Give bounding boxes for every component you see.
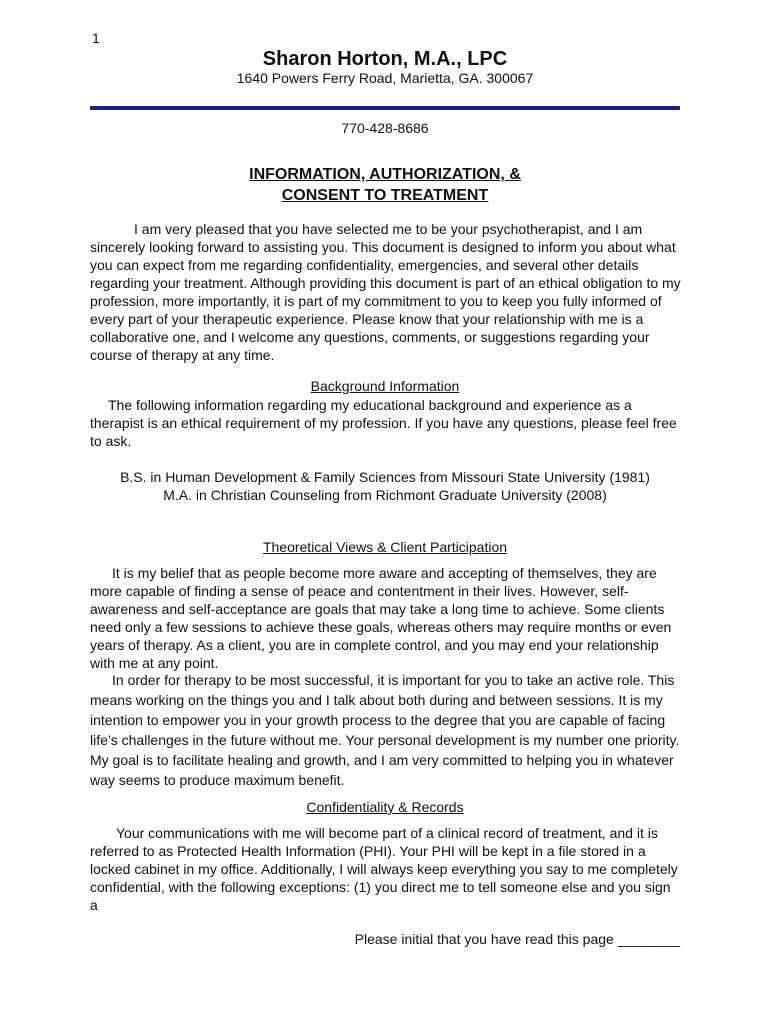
document-title: INFORMATION, AUTHORIZATION, & CONSENT TO TREATMENT	[249, 166, 521, 204]
initial-line: Please initial that you have read this page ________	[354, 931, 680, 947]
credential-ma: M.A. in Christian Counseling from Richmont Graduate University (2008)	[163, 487, 607, 503]
confidentiality-heading: Confidentiality & Records	[306, 799, 464, 815]
theoretical-paragraph-1: It is my belief that as people become more aware and accepting of themselves, they are more capable of finding a sense of peace and contentment in their lives. However, self-awareness and self-acceptance are goals that may take a long time to achieve. Some clients need only a few sessions to achieve these goals, whereas others may require months or even years of therapy. As a client, you are in complete control, and you may end your relationship with me at any point.	[90, 565, 672, 671]
background-paragraph: The following information regarding my educational background and experience as a therapist is an ethical requirement of my profession. If you have any questions, please feel free to ask.	[90, 397, 677, 449]
theoretical-paragraph-2: In order for therapy to be most successful, it is important for you to take an active role. This means working on the things you and I talk about both during and between sessions. It is my intention to empower you in your growth process to the degree that you are capable of facing life’s challenges in the future without me. Your personal development is my number one priority. My goal is to facilitate healing and growth, and I am very committed to helping you in whatever way seems to produce maximum benefit.	[90, 672, 680, 788]
phone-number: 770-428-8686	[341, 120, 429, 136]
credential-bs: B.S. in Human Development & Family Sciences from Missouri State University (1981)	[120, 469, 650, 485]
page-number: 1	[92, 30, 100, 46]
intro-paragraph: I am very pleased that you have selected me to be your psychotherapist, and I am sincerely looking forward to assisting you. This document is designed to inform you about what you can expect from me regarding confidentiality, emergencies, and several other details regarding your treatment. Although providing this document is part of an ethical obligation to my profession, more importantly, it is part of my commitment to you to keep you fully informed of every part of your therapeutic experience. Please know that your relationship with me is a collaborative one, and I welcome any questions, comments, or suggestions regarding your course of therapy at any time.	[90, 221, 681, 363]
theoretical-heading: Theoretical Views & Client Participation	[262, 539, 508, 555]
background-heading: Background Information	[310, 378, 460, 394]
office-address: 1640 Powers Ferry Road, Marietta, GA. 300067	[236, 70, 534, 86]
therapist-name: Sharon Horton, M.A., LPC	[262, 48, 508, 70]
confidentiality-paragraph: Your communications with me will become part of a clinical record of treatment, and it is referred to as Protected Health Information (PHI). Your PHI will be kept in a file stored in a locked cabinet in my office. Additionally, I will always keep everything you say to me completely confidential, with the following exceptions: (1) you direct me to tell someone else and you sign a	[90, 825, 678, 913]
header-divider	[90, 106, 680, 110]
